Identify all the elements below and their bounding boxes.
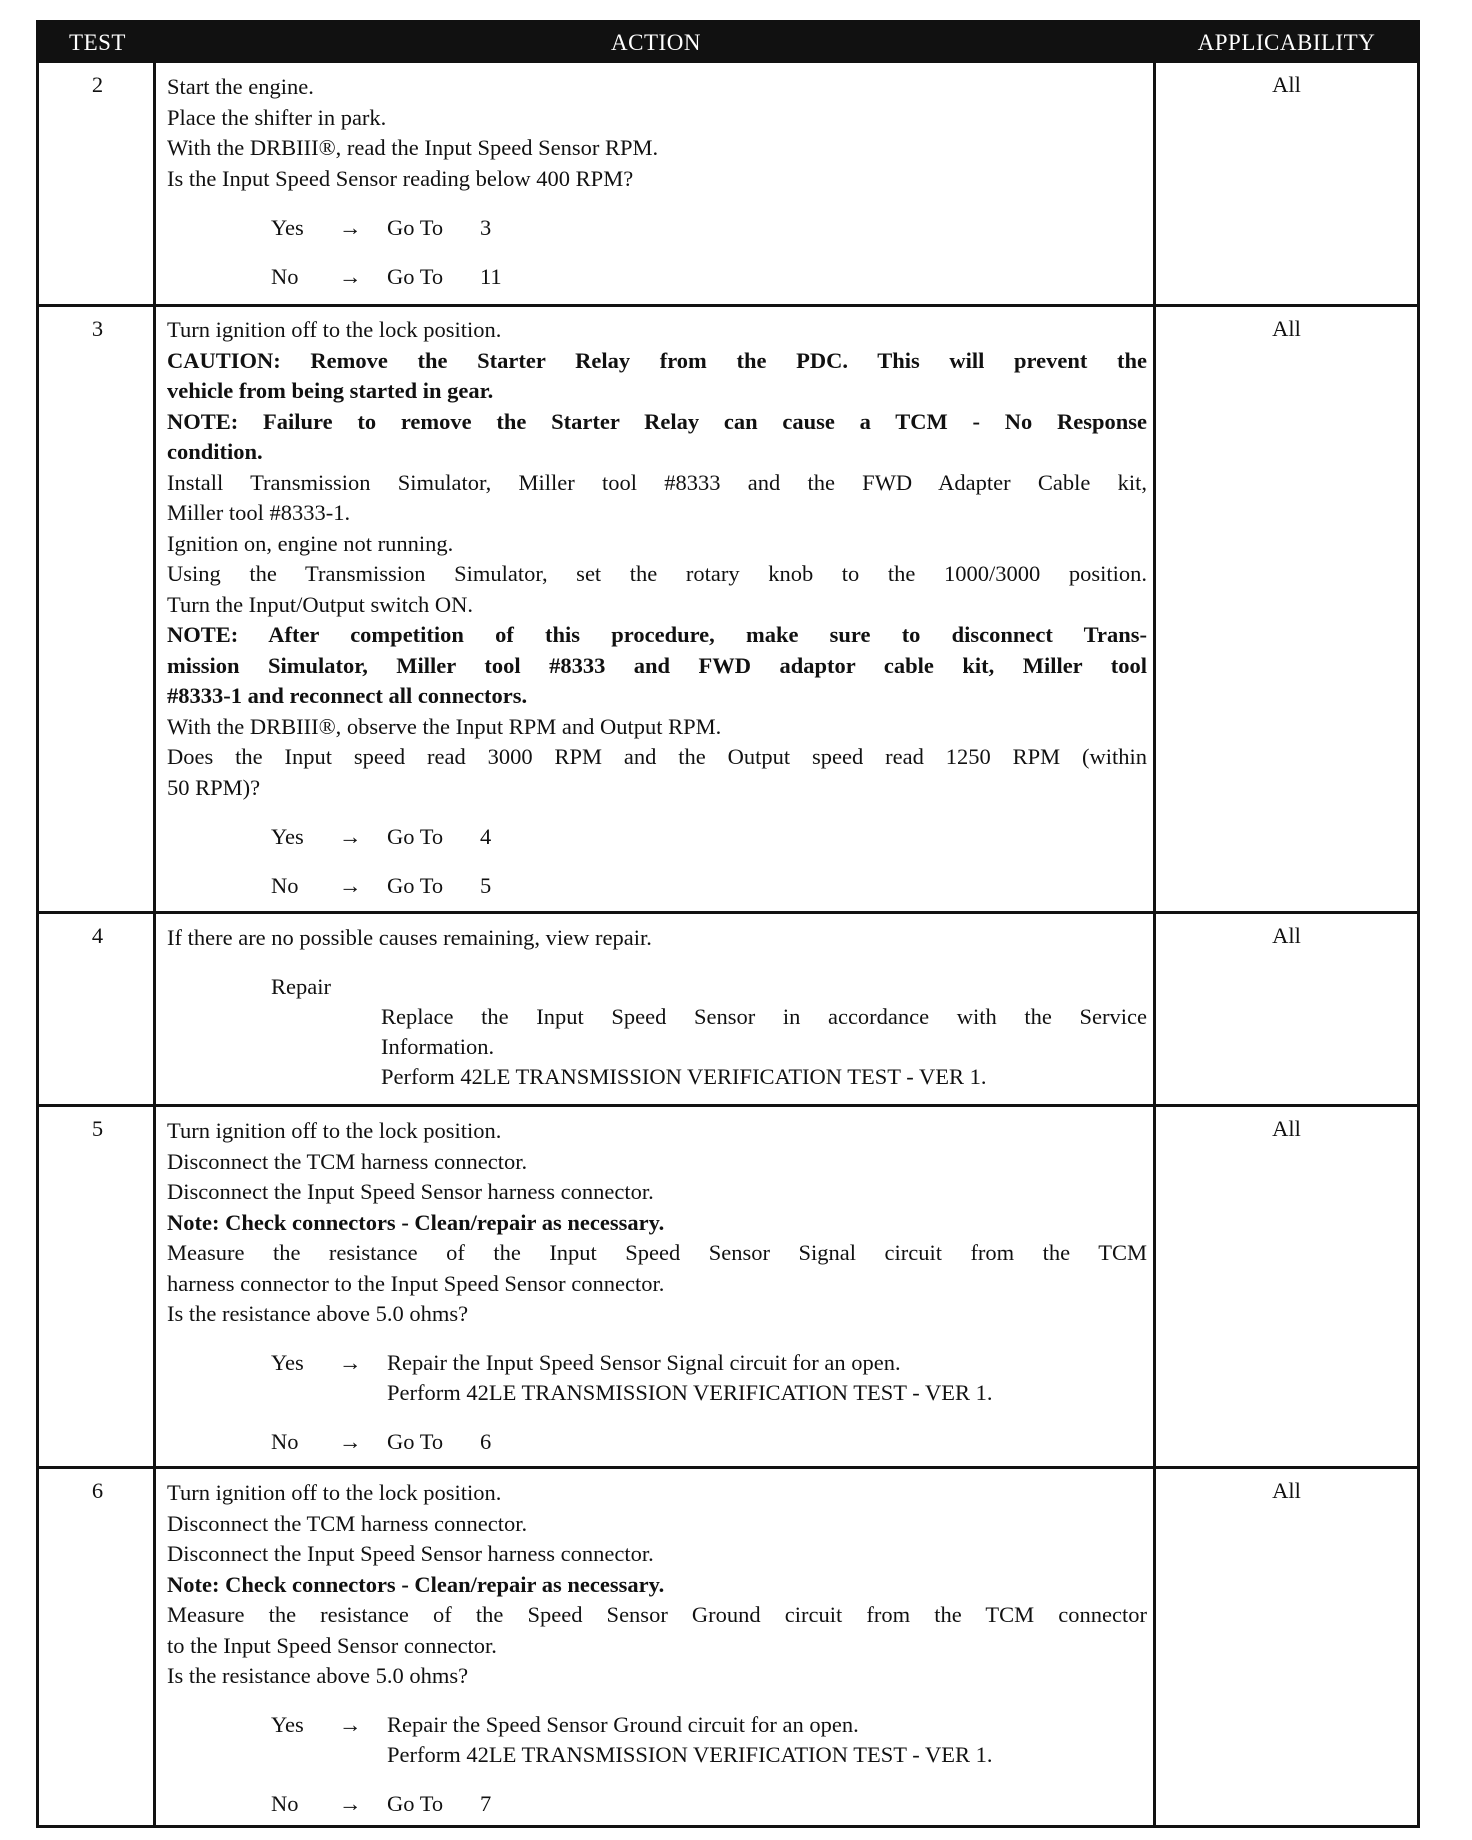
repair-line: Information. [381,1033,495,1059]
note-line: #8333-1 and reconnect all connectors. [167,683,528,708]
test-number: 3 [91,316,104,341]
goto-label: Go To [387,873,444,898]
action-line: Measure the resistance of the Speed Sensor Ground circuit from the TCM connector [167,1602,1147,1627]
action-line: Is the Input Speed Sensor reading below 400 RPM? [167,165,634,191]
row-divider [39,911,1417,914]
goto-target: 6 [480,1428,492,1454]
test-2-action [167,72,1147,293]
action-line: Start the engine. [167,74,314,99]
goto-target: 7 [480,1790,492,1816]
row-divider [39,304,1417,307]
goto-target: 11 [480,264,502,289]
row-divider [39,1466,1417,1469]
applicability-value: All [1272,923,1301,948]
goto-label: Go To [387,264,444,289]
yes-repair-text: Repair the Input Speed Sensor Signal circuit for an open. [387,1349,901,1375]
applicability-value: All [1272,72,1301,97]
goto-label: Go To [387,215,444,240]
no-branch [167,1788,1147,1820]
action-line: Disconnect the Input Speed Sensor harness connector. [167,1541,654,1566]
action-line: Turn ignition off to the lock position. [167,1118,502,1143]
goto-target: 4 [480,824,492,849]
yes-label: Yes [271,1349,304,1375]
action-line: With the DRBIII®, observe the Input RPM and Output RPM. [167,713,722,739]
header-test: TEST [69,30,126,55]
yes-label: Yes [271,824,304,849]
no-branch [167,261,1147,293]
arrow-icon: → [339,1790,362,1816]
test-6-action [167,1478,1147,1820]
no-label: No [271,264,299,289]
yes-branch [167,212,1147,244]
goto-label: Go To [387,1790,444,1816]
test-5-action [167,1116,1147,1458]
repair-line: Replace the Input Speed Sensor in accordance with the Service [381,1003,1147,1029]
goto-target: 3 [480,215,492,240]
no-branch [167,1426,1147,1458]
yes-verify-text: Perform 42LE TRANSMISSION VERIFICATION TEST - VER 1. [387,1741,993,1767]
action-line: Turn ignition off to the lock position. [167,1480,502,1505]
test-3-action [167,315,1147,902]
action-line: Turn the Input/Output switch ON. [167,591,474,617]
action-line: Is the resistance above 5.0 ohms? [167,1663,469,1688]
yes-branch [167,1710,1147,1770]
action-line: Disconnect the TCM harness connector. [167,1148,528,1174]
yes-repair-text: Repair the Speed Sensor Ground circuit for an open. [387,1711,859,1737]
action-line: If there are no possible causes remaining, view repair. [167,925,652,950]
yes-verify-text: Perform 42LE TRANSMISSION VERIFICATION TEST - VER 1. [387,1379,993,1405]
repair-line: Perform 42LE TRANSMISSION VERIFICATION TEST - VER 1. [381,1063,987,1089]
action-line: Disconnect the TCM harness connector. [167,1510,528,1536]
note-line: NOTE: After competition of this procedure, make sure to disconnect Trans- [167,622,1147,647]
test-number: 5 [91,1116,104,1141]
goto-target: 5 [480,873,492,898]
row-divider [39,1104,1417,1107]
action-line: Measure the resistance of the Input Speed Sensor Signal circuit from the TCM [167,1240,1147,1265]
repair-label: Repair [271,973,331,999]
caution-line: CAUTION: Remove the Starter Relay from the PDC. This will prevent the [167,347,1147,373]
note-line: Note: Check connectors - Clean/repair as necessary. [167,1571,665,1597]
yes-branch [167,1348,1147,1408]
no-branch [167,870,1147,902]
table-header [39,23,1417,63]
arrow-icon: → [339,824,362,849]
arrow-icon: → [339,873,362,898]
applicability-value: All [1272,316,1301,341]
yes-label: Yes [271,1711,304,1737]
action-line: Does the Input speed read 3000 RPM and the Output speed read 1250 RPM (within [167,744,1147,769]
test-number: 6 [91,1478,104,1503]
action-line: Is the resistance above 5.0 ohms? [167,1301,469,1326]
arrow-icon: → [339,1428,362,1454]
no-label: No [271,873,299,898]
action-line: Using the Transmission Simulator, set the rotary knob to the 1000/3000 position. [167,561,1147,586]
action-line: With the DRBIII®, read the Input Speed Sensor RPM. [167,135,659,160]
note-line: condition. [167,439,263,464]
action-line: Turn ignition off to the lock position. [167,317,502,342]
header-applicability: APPLICABILITY [1197,30,1376,55]
test-4-action [167,923,1147,1092]
note-line: Note: Check connectors - Clean/repair as necessary. [167,1209,665,1235]
arrow-icon: → [339,1711,362,1737]
diagnostic-table [36,20,1420,1828]
arrow-icon: → [339,215,362,240]
note-line: mission Simulator, Miller tool #8333 and FWD adaptor cable kit, Miller tool [167,652,1147,678]
action-line: 50 RPM)? [167,774,261,800]
action-line: to the Input Speed Sensor connector. [167,1632,497,1658]
action-line: Disconnect the Input Speed Sensor harness connector. [167,1179,654,1204]
goto-label: Go To [387,824,444,849]
note-line: NOTE: Failure to remove the Starter Relay can cause a TCM - No Response [167,408,1147,434]
applicability-value: All [1272,1116,1301,1141]
arrow-icon: → [339,264,362,289]
header-action: ACTION [611,30,701,55]
caution-line: vehicle from being started in gear. [167,378,494,403]
action-line: Install Transmission Simulator, Miller tool #8333 and the FWD Adapter Cable kit, [167,469,1147,495]
no-label: No [271,1790,299,1816]
goto-label: Go To [387,1428,444,1454]
applicability-value: All [1272,1478,1301,1503]
action-line: Ignition on, engine not running. [167,530,454,556]
action-line: Place the shifter in park. [167,104,387,130]
test-number: 4 [91,923,104,948]
yes-branch [167,821,1147,853]
test-number: 2 [91,72,104,97]
no-label: No [271,1428,299,1454]
arrow-icon: → [339,1349,362,1375]
action-line: Miller tool #8333-1. [167,500,351,525]
action-line: harness connector to the Input Speed Sensor connector. [167,1270,665,1296]
yes-label: Yes [271,215,304,240]
